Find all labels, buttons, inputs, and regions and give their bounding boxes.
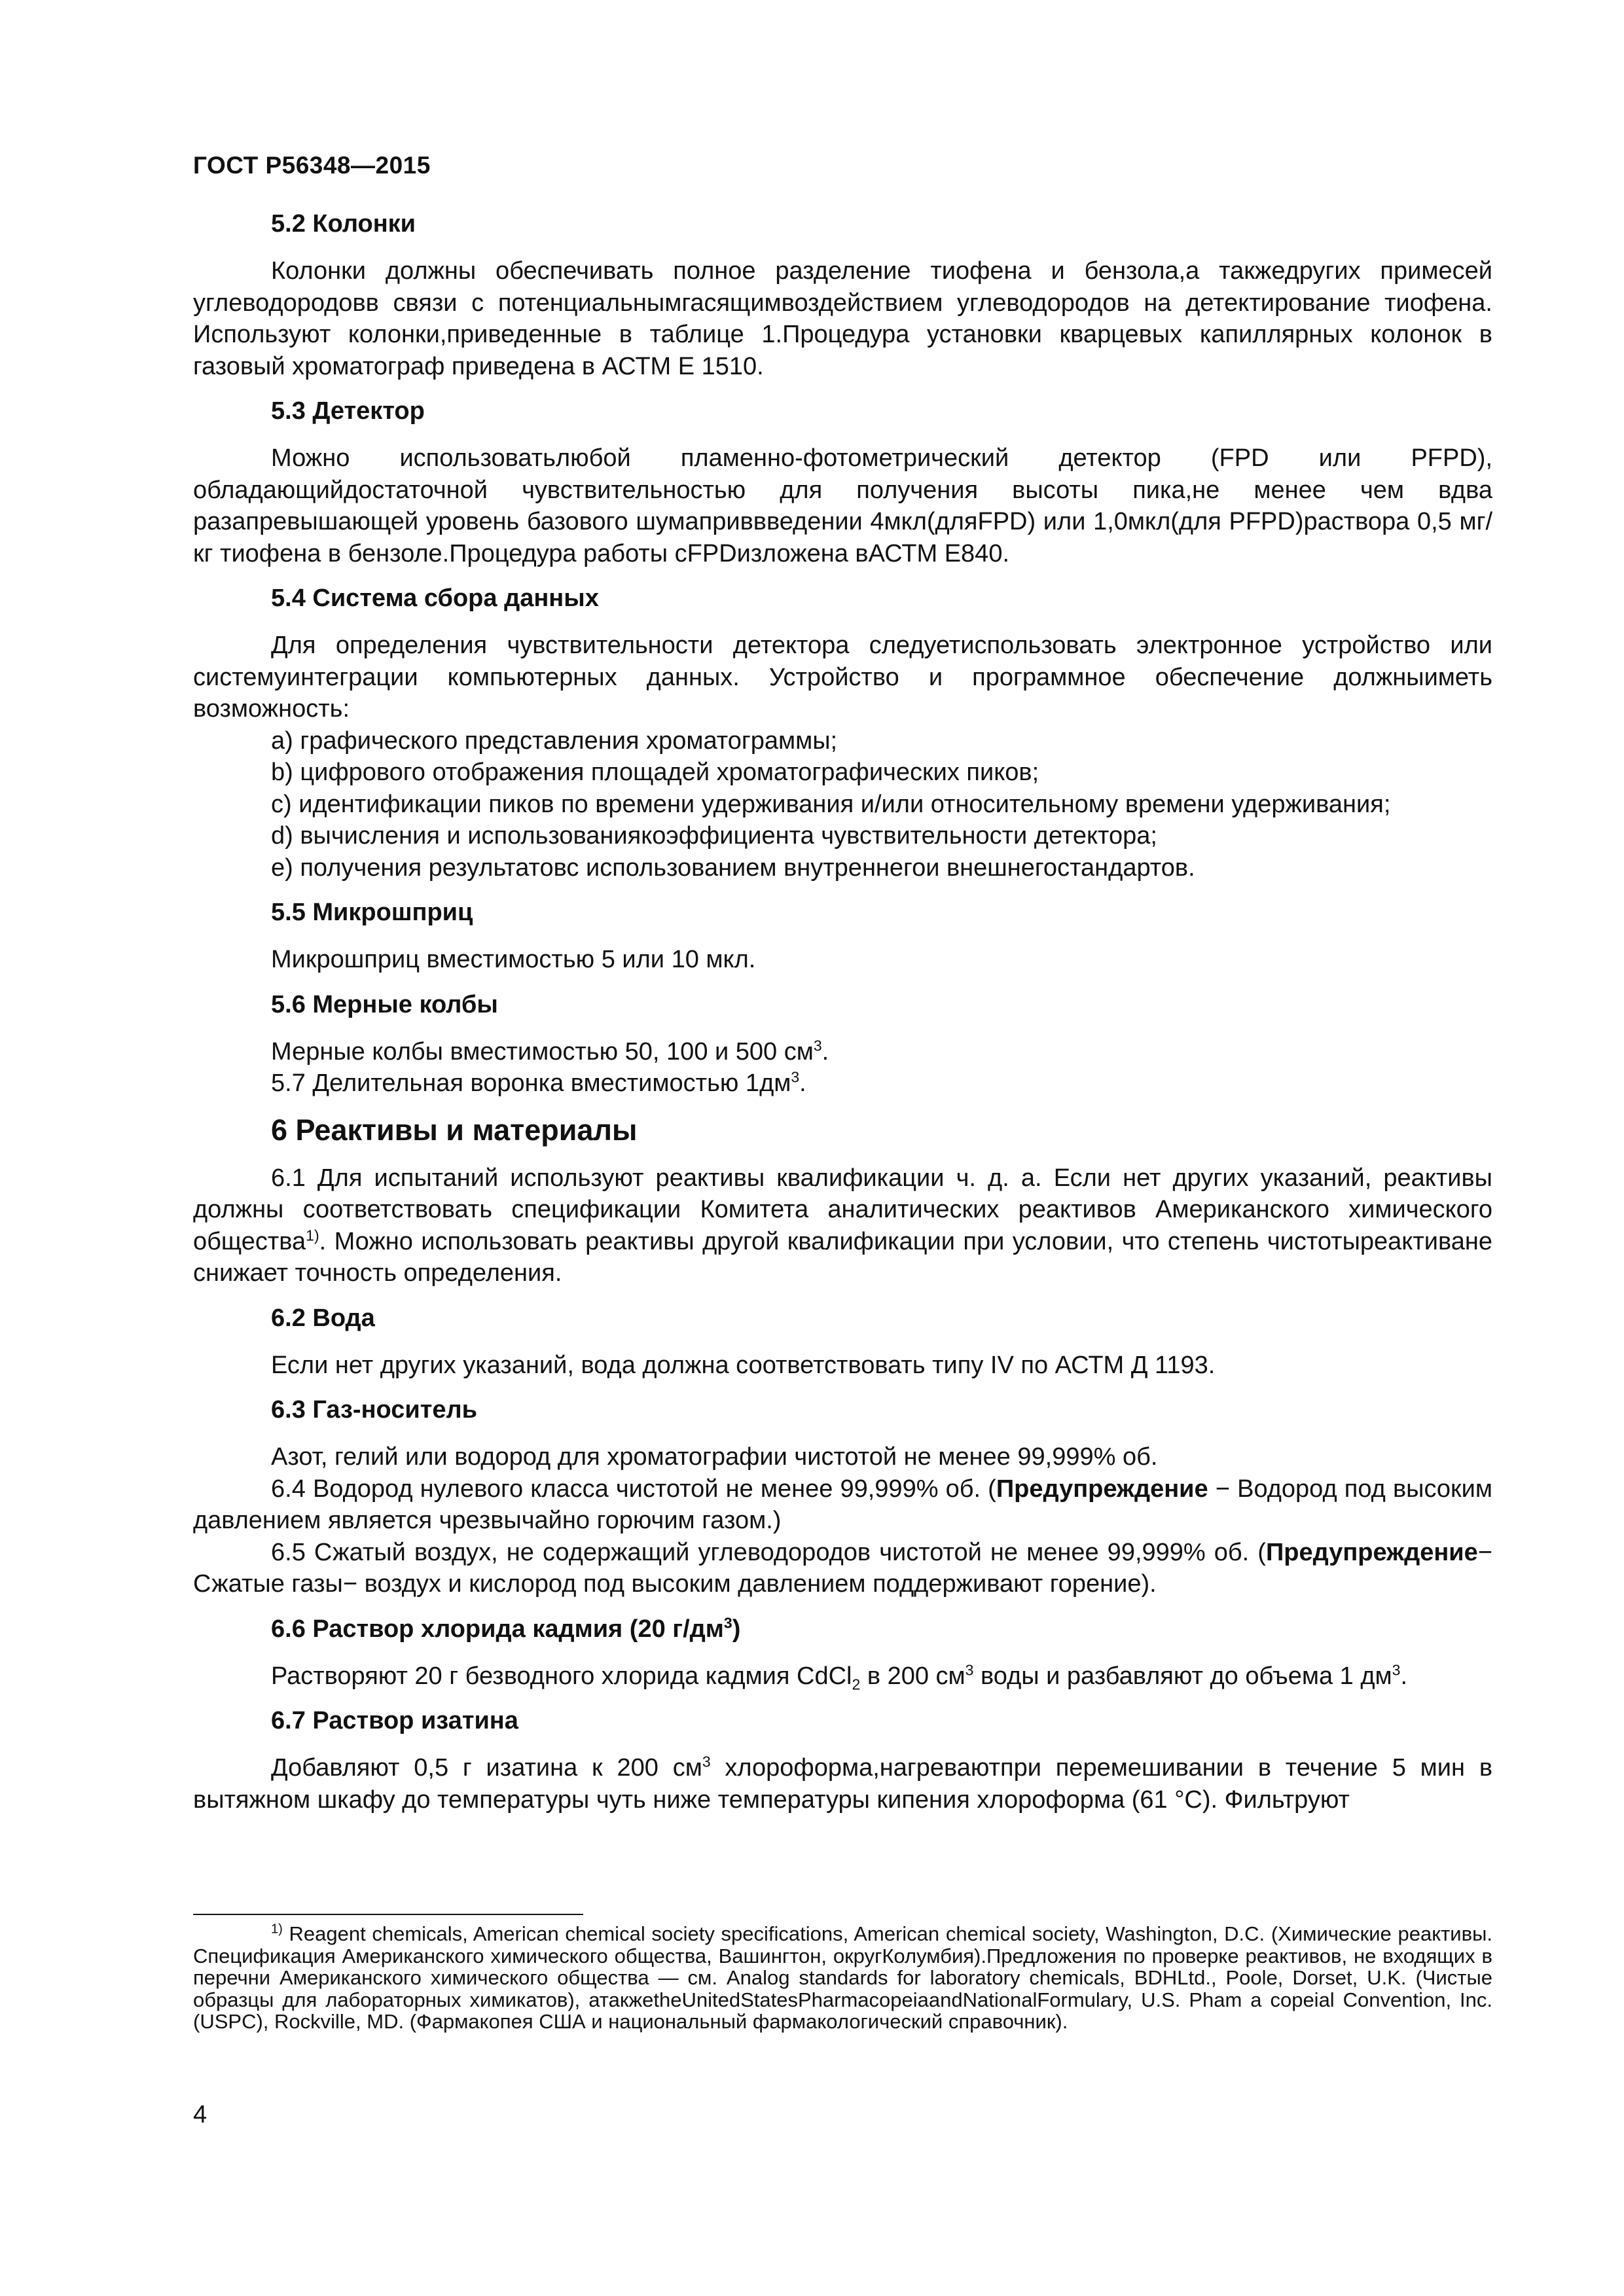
warning-label: Предупреждение — [1265, 1538, 1478, 1566]
section-6-3-heading: 6.3 Газ-носитель — [271, 1396, 477, 1424]
footnote-ref: 1) — [306, 1226, 319, 1244]
section-6-6-text: Растворяют 20 г безводного хлорида кадмия CdCl$_2$ в 200 $см^3$ воды и разбавляют до объема 1 $дм^3$. — [271, 1660, 1408, 1693]
section-6-7-text: Добавляют 0,5 г изатина к 200 $см^3$ хлороформа,нагреваютпри перемешивании в течение 5 мин в вытяжном шкафу до температуры чуть ниже температуры кипения хлороформа (61 °С). Фильтруют — [193, 1753, 1493, 1814]
section-6-6-heading: 6.6 Раствор хлорида кадмия (20 $г/дм^3$) — [271, 1613, 741, 1643]
section-6-2-heading: 6.2 Вода — [271, 1304, 375, 1332]
warning-label: Предупреждение — [996, 1475, 1208, 1503]
section-5-6-heading: 5.6 Мерные колбы — [271, 990, 498, 1018]
section-5-2-text: Колонки должны обеспечивать полное разделение тиофена и бензола,а такжедругих примесей углеводородовв связи с потенциальнымгасящимвоздействием углеводородов на детектирование тиофена. Используют колонки,приведенные в таблице 1.Процедура установки кварцевых капиллярных колонок в газовый хроматограф приведена в АСТМ Е 1510. — [193, 257, 1492, 380]
page-number: 4 — [193, 2101, 208, 2128]
list-item: c) идентификации пиков по времени удерживания и/или относительному времени удерживания; — [271, 790, 1391, 818]
section-5-7-text: 5.7 Делительная воронка вместимостью $1дм^3$. — [271, 1068, 806, 1097]
footnote-separator — [193, 1914, 583, 1915]
document-header: ГОСТ Р56348—2015 — [193, 152, 431, 179]
section-5-3-text: Можно использоватьлюбой пламенно-фотометрический детектор (FPD или PFPD), обладающийдостаточной чувствительностью для получения высоты пика,не менее чем вдва разапревышающей уровень базового шумаприввведении 4мкл(дляFPD) или 1,0мкл(для PFPD)раствора 0,5 мг/кг тиофена в бензоле.Процедура работы сFPDизложена вАСТМ Е840. — [193, 444, 1492, 567]
section-6-3-text: Азот, гелий или водород для хроматографии чистотой не менее 99,999% об. — [271, 1443, 1158, 1471]
section-5-4-heading: 5.4 Система сбора данных — [271, 584, 599, 612]
section-6-7-heading: 6.7 Раствор изатина — [271, 1707, 518, 1734]
section-6-4-text: 6.4 Водород нулевого класса чистотой не менее 99,999% об. (Предупреждение − Водород под высоким давлением является чрезвычайно горючим газом.) — [193, 1475, 1492, 1534]
section-5-5-text: Микрошприц вместимостью 5 или 10 мкл. — [271, 946, 756, 973]
list-item: d) вычисления и использованиякоэффициента чувствительности детектора; — [271, 822, 1157, 850]
section-5-4-text: Для определения чувствительности детектора следуетиспользовать электронное устройство или системуинтеграции компьютерных данных. Устройство и программное обеспечение должныиметь возможность: — [193, 632, 1492, 723]
list-item: b) цифрового отображения площадей хроматографических пиков; — [271, 759, 1039, 786]
section-5-4-list — [193, 725, 1492, 884]
section-6-1-text: 6.1 Для испытаний используют реактивы квалификации ч. д. а. Если нет других указаний, реактивы должны соответствовать спецификации Комитета аналитических реактивов Американского химического общества$^{1)}$. Можно использовать реактивы другой квалификации при условии, что степень чистотыреактиване снижает точность определения. — [193, 1164, 1492, 1287]
section-6-heading: 6 Реактивы и материалы — [271, 1113, 638, 1147]
page-content — [193, 208, 1492, 1816]
list-item: e) получения результатовс использованием внутреннегои внешнегостандартов. — [271, 853, 1195, 882]
footnote-marker: 1) — [271, 1922, 283, 1937]
list-item: а) графического представления хроматограммы; — [271, 726, 838, 755]
section-5-2-heading: 5.2 Колонки — [271, 210, 416, 238]
section-5-6-text: Мерные колбы вместимостью 50, 100 и 500 $см^3$. — [271, 1036, 829, 1066]
section-6-2-text: Если нет других указаний, вода должна соответствовать типу IV по АСТМ Д 1193. — [271, 1351, 1216, 1379]
section-6-5-text: 6.5 Сжатый воздух, не содержащий углеводородов чистотой не менее 99,999% об. (Предупреждение− Сжатые газы− воздух и кислород под высоким давлением поддерживают горение). — [193, 1538, 1492, 1598]
footnote — [193, 1923, 1492, 2033]
footnote-text: Reagent chemicals, American chemical society specifications, American chemical society, Washington, D.C. (Химические реактивы. Спецификация Американского химического общества, Вашингтон, округКолумбия).Предложения по проверке реактивов, не входящих в перечни Американского химического общества — см. Analog standards for laboratory chemicals, BDHLtd., Poole, Dorset, U.K. (Чистые образцы для лабораторных химикатов), атакжеtheUnitedStatesPharmacopeiaandNationalFormulary, U.S. Pham a copeial Convention, Inc. (USPC), Rockville, MD. (Фармакопея США и национальный фармакологический справочник). — [193, 1922, 1492, 2033]
section-5-5-heading: 5.5 Микрошприц — [271, 899, 473, 926]
section-5-3-heading: 5.3 Детектор — [271, 397, 425, 425]
